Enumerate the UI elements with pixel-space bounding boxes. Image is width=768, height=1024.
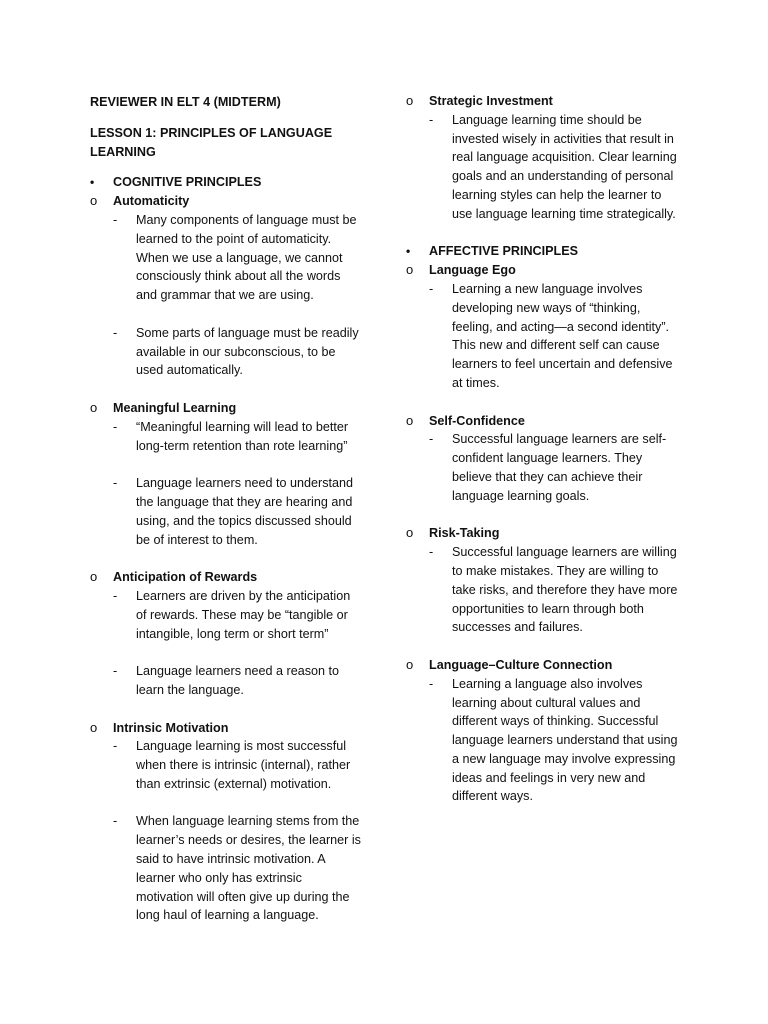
principle-title: Language–Culture Connection — [429, 657, 613, 672]
text-line: Learning a language also involves — [452, 676, 643, 691]
principle-intrinsic-motivation — [90, 719, 375, 926]
text-line: said to have intrinsic motivation. A — [136, 852, 326, 867]
principle-strategic-investment — [406, 92, 696, 224]
dash-marker: - — [429, 676, 434, 691]
text-line: learning about cultural values and — [452, 695, 641, 710]
text-line: language learning goals. — [452, 488, 590, 503]
principle-title: Strategic Investment — [429, 94, 553, 108]
principle-heading — [90, 192, 375, 211]
principle-heading — [406, 412, 696, 431]
section-label: AFFECTIVE PRINCIPLES — [429, 244, 579, 259]
text-line: When we use a language, we cannot — [136, 250, 343, 265]
text-line: real language acquisition. Clear learning — [452, 150, 677, 165]
circle-marker: o — [90, 399, 98, 415]
lesson-heading-line: LESSON 1: PRINCIPLES OF LANGUAGE — [90, 125, 333, 140]
text-line: learn the language. — [136, 682, 244, 697]
text-line: Language learning is most successful — [136, 739, 347, 754]
principle-heading — [90, 568, 375, 587]
dash-marker: - — [113, 664, 118, 679]
text-line: used automatically. — [136, 363, 243, 378]
principle-language-ego — [406, 261, 696, 393]
text-line: Successful language learners are willing — [452, 545, 677, 560]
dash-marker: - — [429, 432, 434, 447]
principle-title: Intrinsic Motivation — [113, 720, 229, 735]
bullet-marker: • — [406, 244, 411, 259]
text-line: at times. — [452, 375, 500, 390]
principle-title: Automaticity — [113, 194, 190, 209]
dash-marker: - — [113, 419, 118, 434]
text-line: intangible, long term or short term” — [136, 626, 329, 641]
text-line: Some parts of language must be readily — [136, 325, 359, 340]
principle-title: Language Ego — [429, 263, 516, 278]
text-line: invested wisely in activities that result in — [452, 131, 674, 146]
text-line: learned to the point of automaticity. — [136, 231, 332, 246]
text-line: use language learning time strategically. — [452, 206, 676, 221]
principle-heading — [406, 656, 696, 675]
item-text — [136, 587, 350, 643]
text-line: of rewards. These may be “tangible or — [136, 607, 348, 622]
text-line: language learners understand that using — [452, 733, 678, 748]
text-line: Language learning time should be — [452, 112, 642, 127]
text-line: to make mistakes. They are willing to — [452, 563, 659, 578]
item-text — [136, 662, 339, 700]
item-text — [136, 211, 357, 305]
principle-heading — [406, 261, 696, 280]
dash-marker: - — [429, 112, 434, 127]
section-heading — [90, 173, 375, 192]
item-text — [452, 111, 677, 224]
circle-marker: o — [90, 719, 98, 735]
text-line: feeling, and acting—a second identity”. — [452, 319, 670, 334]
circle-marker: o — [406, 525, 414, 541]
affective-section — [406, 242, 696, 806]
section-heading — [406, 242, 696, 261]
text-line: learners to feel uncertain and defensive — [452, 357, 673, 372]
dash-marker: - — [113, 814, 118, 829]
list-item — [406, 111, 696, 224]
text-line: believe that they can achieve their — [452, 469, 643, 484]
text-line: ideas and feelings in very new and — [452, 770, 646, 785]
circle-marker: o — [406, 93, 414, 108]
circle-marker: o — [90, 193, 98, 209]
lesson-heading-line: LEARNING — [90, 144, 156, 159]
text-line: long-term retention than rote learning” — [136, 438, 348, 453]
text-line: Language learners need to understand — [136, 476, 354, 491]
circle-marker: o — [406, 262, 414, 278]
text-line: different ways. — [452, 789, 533, 804]
principle-heading — [90, 719, 375, 738]
principle-title: Risk-Taking — [429, 526, 500, 541]
text-line: successes and failures. — [452, 620, 583, 635]
text-line: using, and the topics discussed should — [136, 513, 352, 528]
text-line: Language learners need a reason to — [136, 664, 340, 679]
list-item — [90, 211, 375, 305]
text-line: long haul of learning a language. — [136, 908, 319, 923]
principle-heading — [406, 524, 696, 543]
circle-marker: o — [406, 412, 414, 428]
text-line: be of interest to them. — [136, 532, 258, 547]
lesson-heading — [90, 124, 375, 162]
text-line: available in our subconscious, to be — [136, 344, 336, 359]
list-item — [90, 587, 375, 643]
dash-marker: - — [113, 325, 118, 340]
item-text — [452, 675, 677, 807]
list-item — [90, 474, 375, 549]
item-text — [136, 474, 353, 549]
bullet-marker: • — [90, 175, 95, 190]
text-line: confident language learners. They — [452, 451, 643, 466]
principle-title: Meaningful Learning — [113, 400, 237, 415]
list-item — [90, 662, 375, 700]
text-line: Learners are driven by the anticipation — [136, 588, 351, 603]
principle-risk-taking — [406, 524, 696, 637]
principle-automaticity — [90, 192, 375, 380]
dash-marker: - — [113, 588, 118, 603]
principle-anticipation-of-rewards — [90, 568, 375, 700]
item-text — [136, 737, 350, 793]
list-item — [406, 430, 696, 505]
item-text — [452, 543, 677, 637]
text-line: opportunities to learn through both — [452, 601, 644, 616]
dash-marker: - — [113, 739, 118, 754]
dash-marker: - — [113, 476, 118, 491]
list-item — [90, 812, 375, 925]
text-line: Successful language learners are self- — [452, 432, 667, 447]
item-text — [452, 280, 673, 393]
principle-title: Self-Confidence — [429, 413, 525, 428]
text-line: Learning a new language involves — [452, 281, 643, 296]
left-column — [90, 90, 375, 925]
right-column — [406, 92, 696, 806]
item-text — [136, 324, 359, 380]
text-line: and grammar that we are using. — [136, 288, 314, 303]
principle-title: Anticipation of Rewards — [113, 570, 258, 585]
list-item — [90, 324, 375, 380]
text-line: than extrinsic (external) motivation. — [136, 776, 332, 791]
text-line: learning styles can help the learner to — [452, 187, 662, 202]
dash-marker: - — [429, 545, 434, 560]
list-item — [90, 418, 375, 456]
principle-heading — [90, 399, 375, 418]
text-line: motivation will often give up during the — [136, 889, 350, 904]
list-item — [406, 543, 696, 637]
circle-marker: o — [406, 656, 414, 672]
text-line: This new and different self can cause — [452, 338, 660, 353]
text-line: goals and an understanding of personal — [452, 169, 674, 184]
list-item — [406, 280, 696, 393]
text-line: different ways of thinking. Successful — [452, 714, 659, 729]
list-item — [406, 675, 696, 807]
cognitive-section — [90, 173, 375, 925]
dash-marker: - — [113, 212, 118, 227]
text-line: the language that they are hearing and — [136, 494, 353, 509]
text-line: learner who only has extrinsic — [136, 870, 302, 885]
text-line: take risks, and therefore they have more — [452, 582, 678, 597]
text-line: developing new ways of “thinking, — [452, 300, 641, 315]
document-title: REVIEWER IN ELT 4 (MIDTERM) — [90, 95, 281, 109]
circle-marker: o — [90, 569, 98, 585]
list-item — [90, 737, 375, 793]
text-line: learner’s needs or desires, the learner is — [136, 833, 361, 848]
dash-marker: - — [429, 281, 434, 296]
principle-meaningful-learning — [90, 399, 375, 549]
text-line: when there is intrinsic (internal), rather — [136, 758, 351, 773]
principle-heading — [406, 92, 696, 111]
item-text — [136, 812, 361, 925]
text-line: When language learning stems from the — [136, 814, 360, 829]
principle-language-culture-connection — [406, 656, 696, 806]
text-line: “Meaningful learning will lead to better — [136, 419, 349, 434]
text-line: a new language may involve expressing — [452, 751, 676, 766]
text-line: consciously think about all the words — [136, 269, 341, 284]
text-line: Many components of language must be — [136, 212, 357, 227]
section-label: COGNITIVE PRINCIPLES — [113, 175, 262, 190]
item-text — [136, 418, 348, 456]
principle-self-confidence — [406, 412, 696, 506]
item-text — [452, 430, 666, 505]
